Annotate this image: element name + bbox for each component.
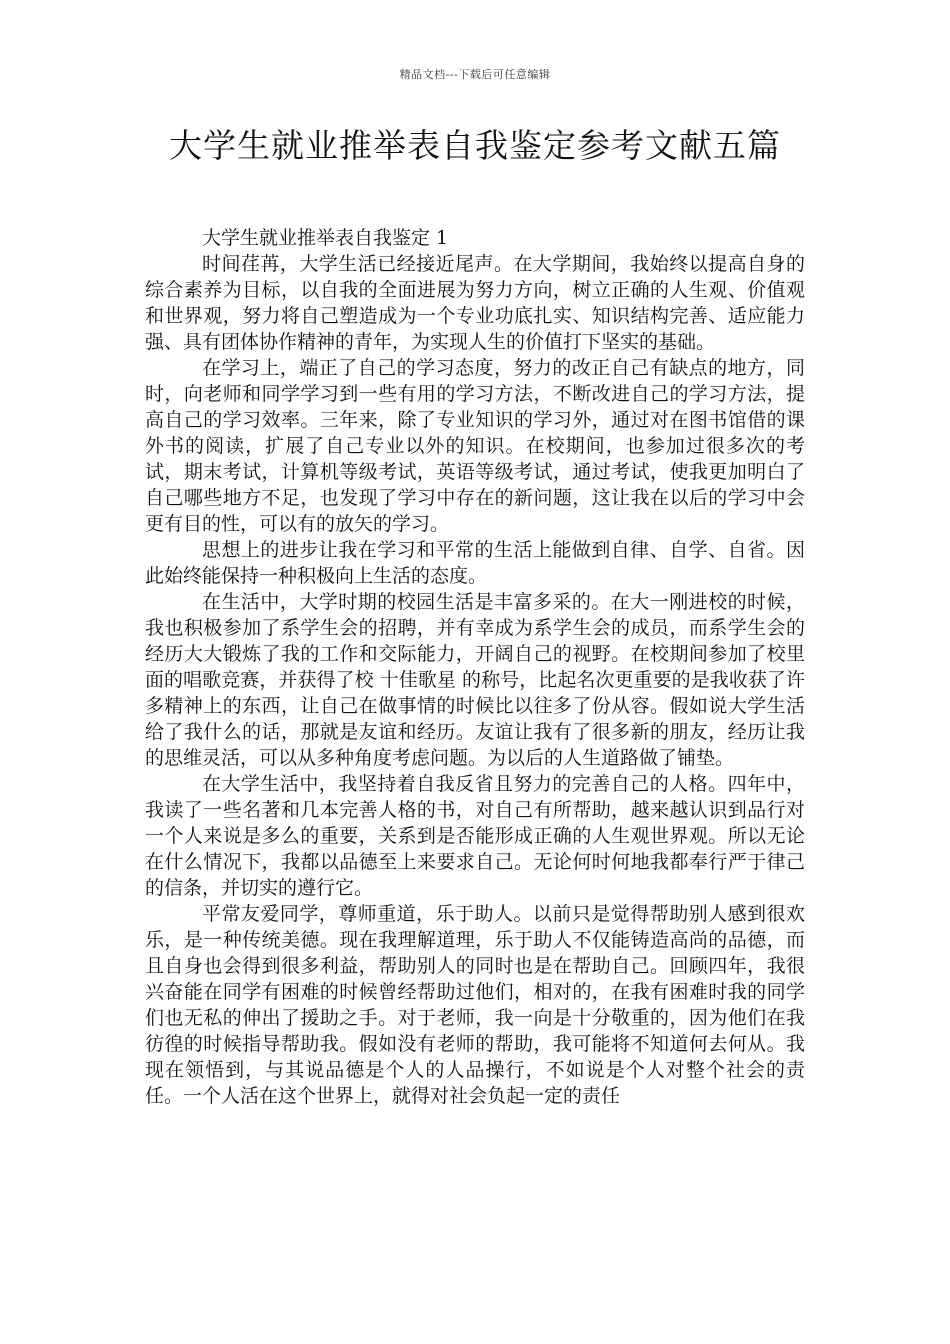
page-header-note: 精品文档---下载后可任意编辑: [399, 68, 551, 81]
document-body: [145, 225, 805, 1109]
section-heading: 大学生就业推举表自我鉴定 1: [202, 227, 449, 249]
paragraph-6: 平常友爱同学，尊师重道，乐于助人。以前只是觉得帮助别人感到很欢乐，是一种传统美德。现在我理解道理，乐于助人不仅能铸造高尚的品德，而且自身也会得到很多利益，帮助别人的同时也是在帮助自己。回顾四年，我很兴奋能在同学有困难的时候曾经帮助过他们，相对的，在我有困难时我的同学们也无私的伸出了援助之手。对于老师，我一向是十分敬重的，因为他们在我彷徨的时候指导帮助我。假如没有老师的帮助，我可能将不知道何去何从。我现在领悟到，与其说品德是个人的人品操行，不如说是个人对整个社会的责任。一个人活在这个世界上，就得对社会负起一定的责任: [145, 903, 805, 1107]
paragraph-4: 在生活中，大学时期的校园生活是丰富多采的。在大一刚进校的时候，我也积极参加了系学生会的招聘，并有幸成为系学生会的成员，而系学生会的经历大大锻炼了我的工作和交际能力，开阔自己的视野。在校期间参加了校里面的唱歌竞赛，并获得了校 十佳歌星 的称号，比起名次更重要的是我收获了许多精神上的东西，让自己在做事情的时候比以往多了份从容。假如说大学生活给了我什么的话，那就是友谊和经历。友谊让我有了很多新的朋友，经历让我的思维灵活，可以从多种角度考虑问题。为以后的人生道路做了铺垫。: [145, 591, 805, 769]
paragraph-2: 在学习上，端正了自己的学习态度，努力的改正自己有缺点的地方，同时，向老师和同学学习到一些有用的学习方法，不断改进自己的学习方法，提高自己的学习效率。三年来，除了专业知识的学习外，通过对在图书馆借的课外书的阅读，扩展了自己专业以外的知识。在校期间，也参加过很多次的考试，期末考试，计算机等级考试，英语等级考试，通过考试，使我更加明白了自己哪些地方不足，也发现了学习中存在的新问题，这让我在以后的学习中会更有目的性，可以有的放矢的学习。: [145, 357, 805, 535]
paragraph-3: 思想上的进步让我在学习和平常的生活上能做到自律、自学、自省。因此始终能保持一种积极向上生活的态度。: [145, 539, 805, 587]
paragraph-5: 在大学生活中，我坚持着自我反省且努力的完善自己的人格。四年中，我读了一些名著和几本完善人格的书，对自己有所帮助，越来越认识到品行对一个人来说是多么的重要，关系到是否能形成正确的人生观世界观。所以无论在什么情况下，我都以品德至上来要求自己。无论何时何地我都奉行严于律己的信条，并切实的遵行它。: [145, 773, 805, 899]
paragraph-1: 时间荏苒，大学生活已经接近尾声。在大学期间，我始终以提高自身的综合素养为目标，以自我的全面进展为努力方向，树立正确的人生观、价值观和世界观，努力将自己塑造成为一个专业功底扎实、知识结构完善、适应能力强、具有团体协作精神的青年，为实现人生的价值打下坚实的基础。: [145, 253, 805, 353]
document-title: 大学生就业推举表自我鉴定参考文献五篇: [169, 126, 781, 165]
